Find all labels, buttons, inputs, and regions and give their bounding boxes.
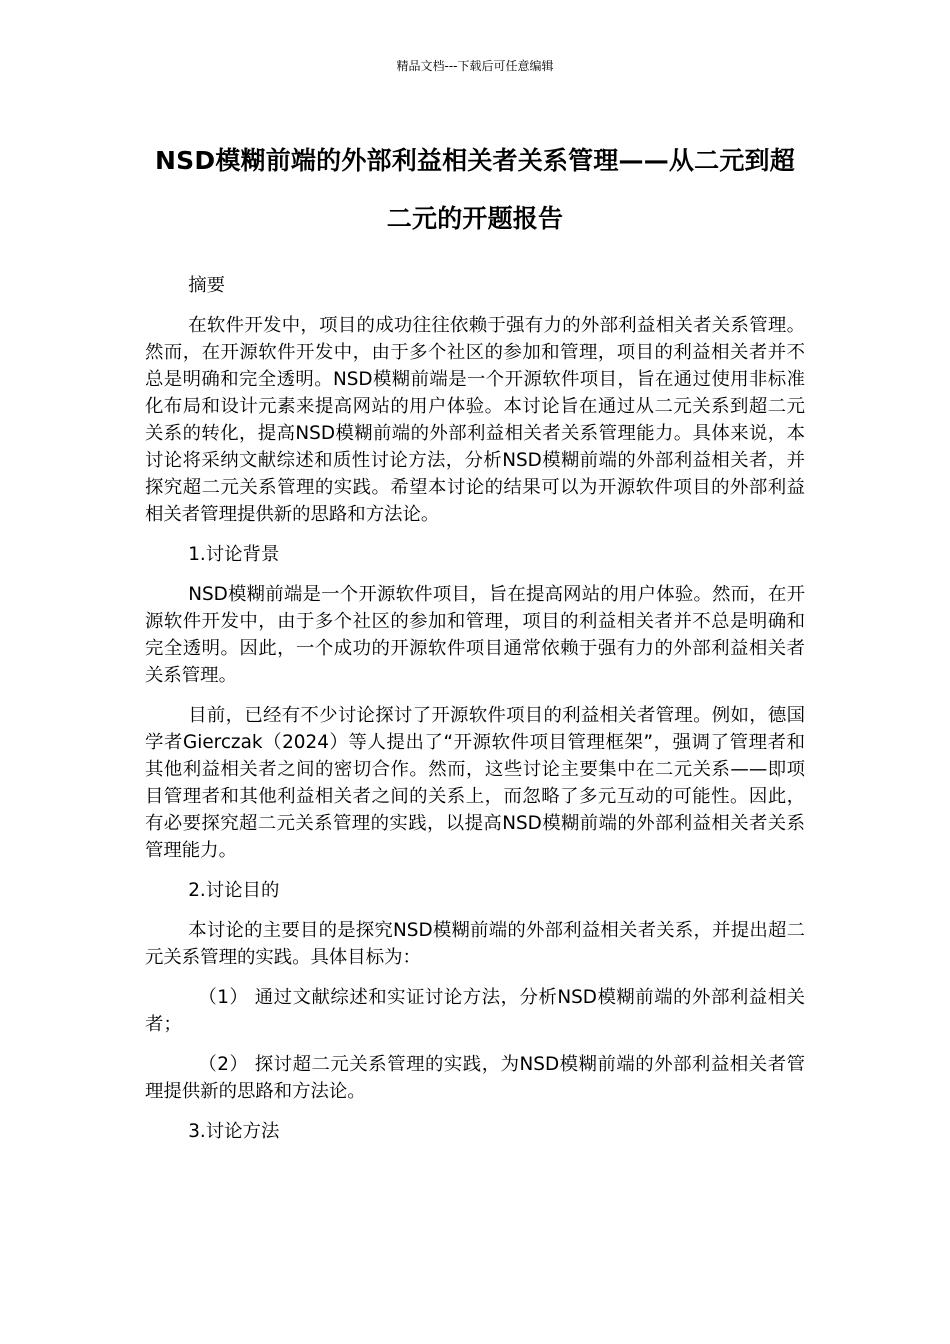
- list-item-objective-2: （2） 探讨超二元关系管理的实践，为NSD模糊前端的外部利益相关者管理提供新的思路和方法论。: [145, 1054, 805, 1102]
- header-note: 精品文档---下载后可任意编辑: [396, 59, 554, 73]
- paragraph-background-1: NSD模糊前端是一个开源软件项目，旨在提高网站的用户体验。然而，在开源软件开发中，由于多个社区的参加和管理，项目的利益相关者并不总是明确和完全透明。因此，一个成功的开源软件项目通常依赖于强有力的外部利益相关者关系管理。: [145, 584, 805, 686]
- section-heading-background: 1.讨论背景: [188, 544, 280, 565]
- paragraph-purpose: 本讨论的主要目的是探究NSD模糊前端的外部利益相关者关系，并提出超二元关系管理的实践。具体目标为：: [145, 920, 805, 968]
- section-heading-purpose: 2.讨论目的: [188, 880, 280, 901]
- section-heading-method: 3.讨论方法: [188, 1121, 280, 1142]
- section-heading-abstract: 摘要: [188, 275, 226, 296]
- document-body: [145, 272, 805, 1158]
- list-item-objective-1: （1） 通过文献综述和实证讨论方法，分析NSD模糊前端的外部利益相关者；: [145, 987, 805, 1035]
- document-title: NSD模糊前端的外部利益相关者关系管理——从二元到超二元的开题报告: [155, 146, 795, 233]
- paragraph-abstract: 在软件开发中，项目的成功往往依赖于强有力的外部利益相关者关系管理。然而，在开源软件开发中，由于多个社区的参加和管理，项目的利益相关者并不总是明确和完全透明。NSD模糊前端是一个开源软件项目，旨在通过使用非标准化布局和设计元素来提高网站的用户体验。本讨论旨在通过从二元关系到超二元关系的转化，提高NSD模糊前端的外部利益相关者关系管理能力。具体来说，本讨论将采纳文献综述和质性讨论方法，分析NSD模糊前端的外部利益相关者，并探究超二元关系管理的实践。希望本讨论的结果可以为开源软件项目的外部利益相关者管理提供新的思路和方法论。: [145, 315, 805, 525]
- paragraph-background-2: 目前，已经有不少讨论探讨了开源软件项目的利益相关者管理。例如，德国学者Gierczak（2024）等人提出了“开源软件项目管理框架”，强调了管理者和其他利益相关者之间的密切合作。然而，这些讨论主要集中在二元关系——即项目管理者和其他利益相关者之间的关系上，而忽略了多元互动的可能性。因此，有必要探究超二元关系管理的实践，以提高NSD模糊前端的外部利益相关者关系管理能力。: [145, 705, 805, 861]
